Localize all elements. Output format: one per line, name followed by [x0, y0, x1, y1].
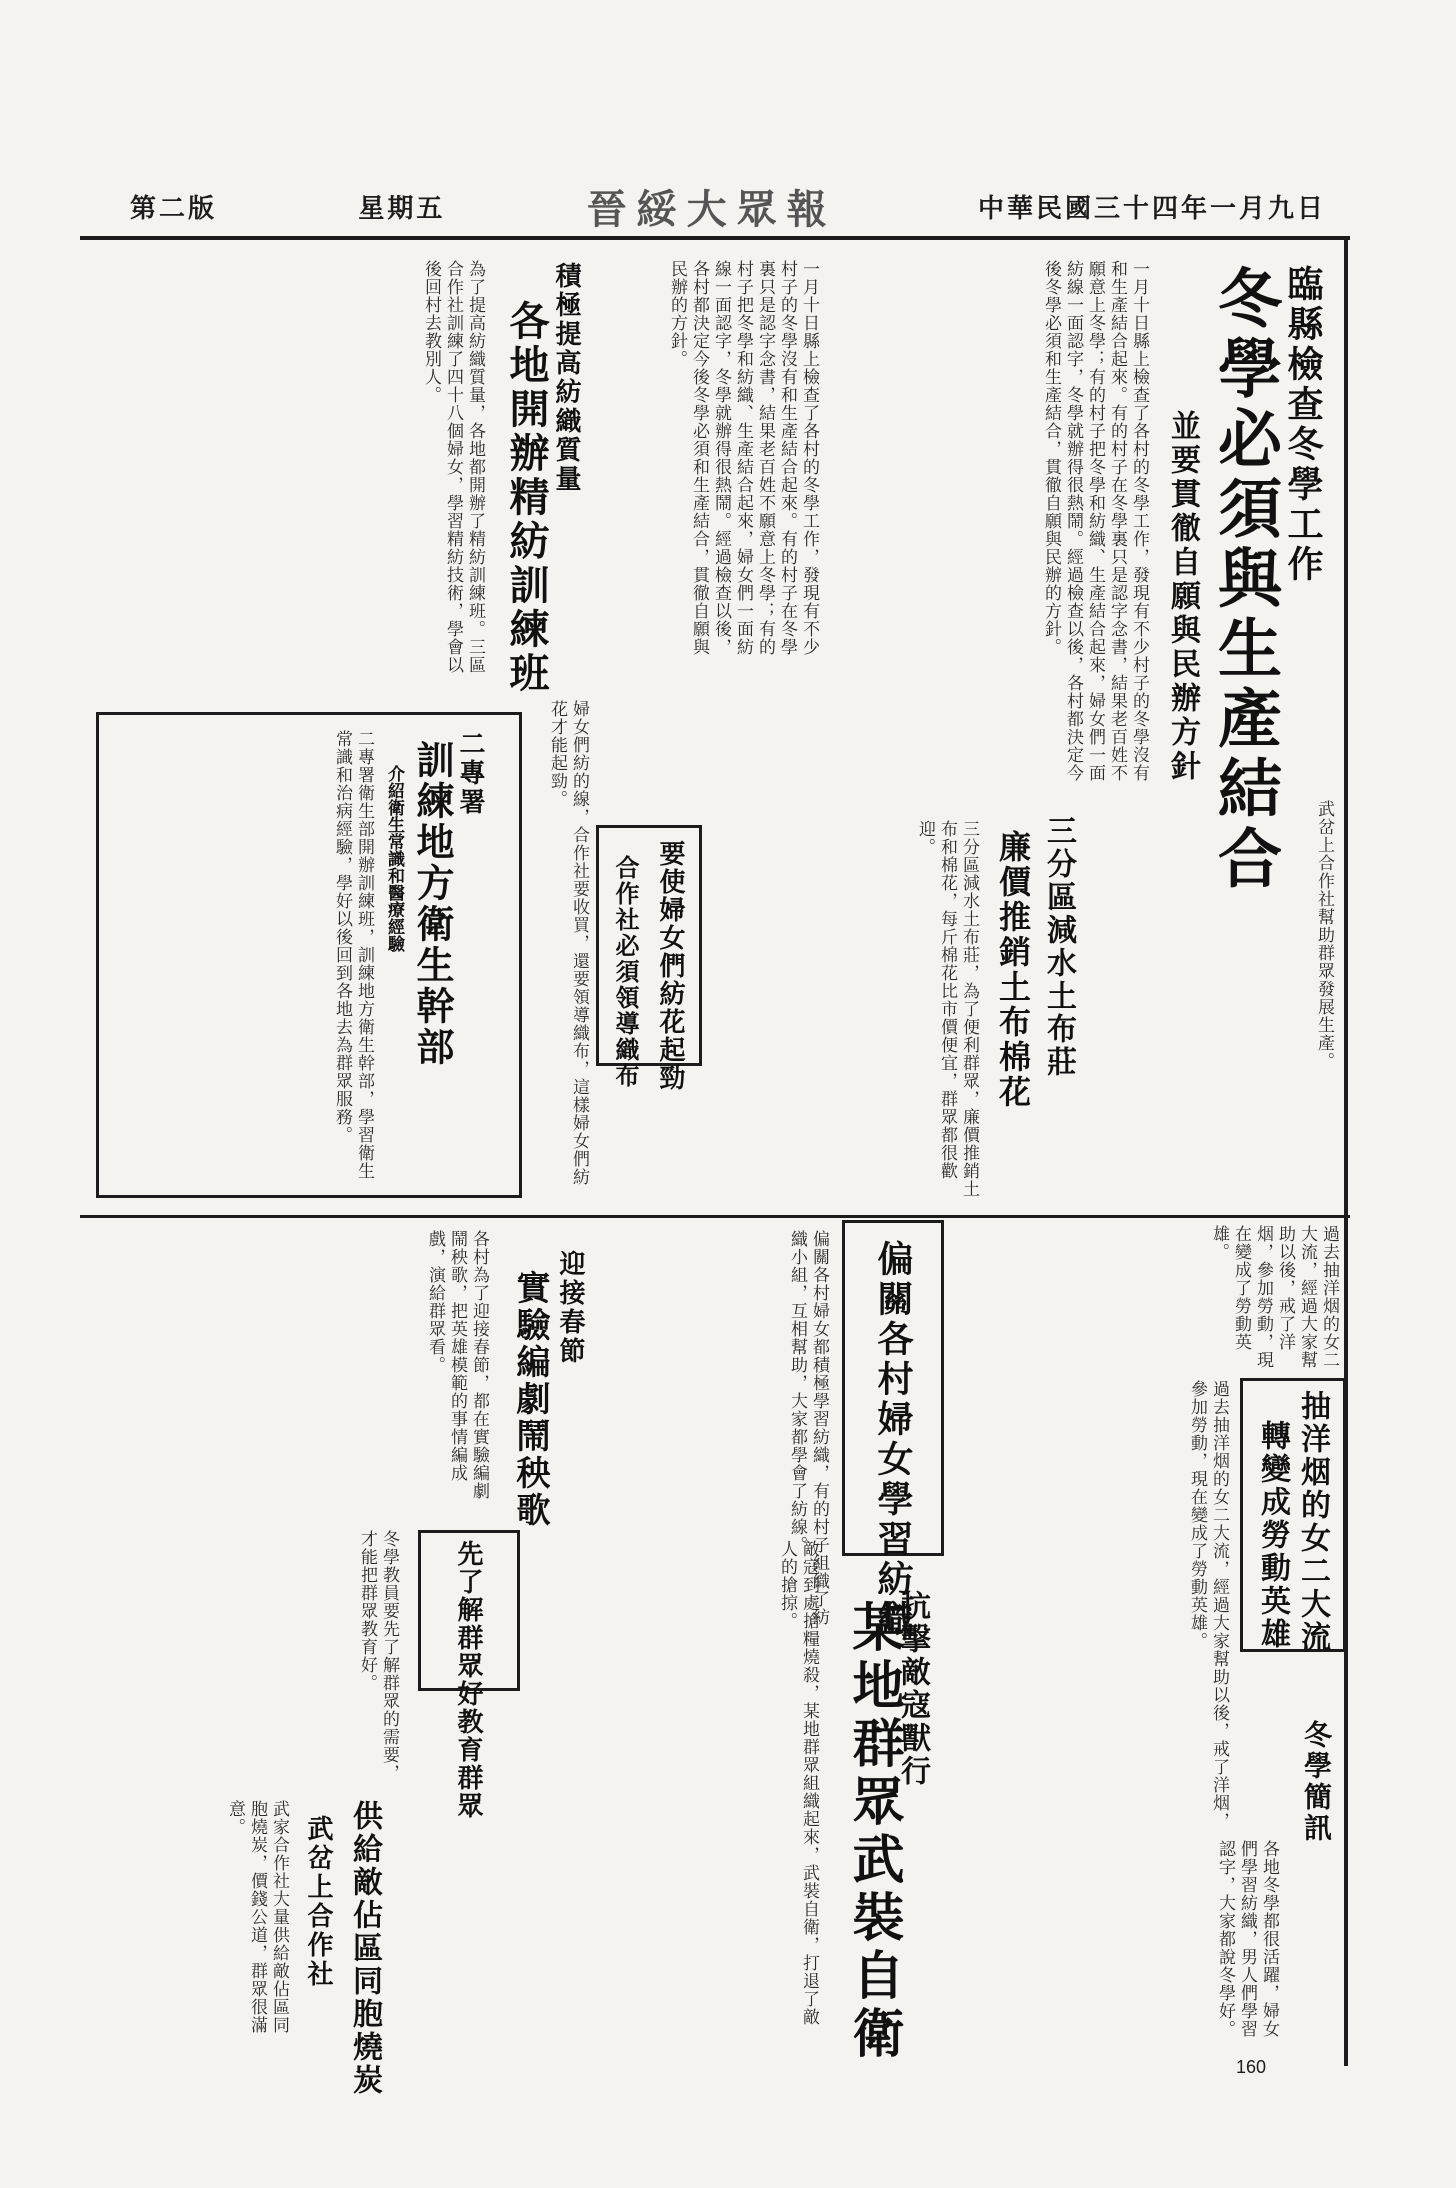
- newsbrief-body: 各地冬學都很活躍，婦女們學習紡織，男人們學習認字，大家都說冬學好。: [1215, 1840, 1279, 2038]
- opium-headline: 抽洋烟的女二大流: [1295, 1390, 1330, 1654]
- spring-headline: 實驗編劇鬧秧歌: [510, 1270, 550, 1529]
- top-rule: [80, 236, 1350, 240]
- resist-kicker: 抗擊敵寇獸行: [895, 1590, 930, 1788]
- health-subhead: 介紹衛生常識和醫療經驗: [384, 765, 404, 952]
- spring-body: 各村為了迎接春節，都在實驗編劇鬧秧歌，把英雄模範的事情編成戲，演給群眾看。: [425, 1230, 489, 1500]
- spinning-headline: 各地開辦精紡訓練班: [503, 300, 550, 696]
- coop-headline: 武岔上合作社: [303, 1815, 333, 1989]
- resist-headline: 某地群眾武裝自衛: [843, 1600, 904, 2064]
- women-coop-body: 婦女們紡的線，合作社要收買，還要領導織布，這樣婦女們紡花才能起勁。: [547, 700, 589, 1186]
- village-body: 偏關各村婦女都積極學習紡織，有的村子組織了紡織小組，互相幫助，大家都學會了紡線。: [787, 1230, 829, 1626]
- supply-body-top: 武岔上合作社幫助群眾發展生產。: [1314, 800, 1334, 1070]
- main-kicker: 臨縣檢查冬學工作: [1282, 265, 1324, 585]
- newsbrief-headline: 冬學簡訊: [1300, 1720, 1333, 1844]
- right-border: [1344, 236, 1348, 2066]
- women-coop-headline: 要使婦女們紡花起勁: [655, 840, 685, 1092]
- paper-name: 晉綏大眾報: [586, 185, 837, 233]
- opium-body-top: 過去抽洋烟的女二大流，經過大家幫助以後，戒了洋烟，參加勞動，現在變成了勞動英雄。: [1209, 1225, 1339, 1369]
- page-number: 160: [1235, 2057, 1266, 2077]
- spinning-kicker: 積極提高紡織質量: [551, 262, 581, 494]
- masthead: [130, 178, 1326, 234]
- edition-label: 第二版: [130, 193, 218, 224]
- spring-kicker: 迎接春節: [555, 1250, 585, 1366]
- cloth-subhead: 廉價推銷土布棉花: [994, 830, 1032, 1110]
- supply-body: 武家合作社大量供給敵佔區同胞燒炭，價錢公道，群眾很滿意。: [225, 1800, 289, 2034]
- health-kicker: 二專署: [455, 730, 485, 817]
- main-body-continued: 一月十日縣上檢查了各村的冬學工作，發現有不少村子的冬學沒有和生產結合起來。有的村子在冬學裏只是認字念書，結果老百姓不願意上冬學；有的村子把冬學和紡織、生產結合起來，婦女們一面紡線一面認字，冬學就辦得很熱鬧。經過檢查以後，各村都決定今後冬學必須和生產結合，貫徹自願與民辦的方針。: [667, 260, 819, 656]
- spinning-body: 為了提高紡織質量，各地都開辦了精紡訓練班。三區合作社訓練了四十八個婦女，學習精紡技術，學會以後回村去教別人。: [421, 260, 485, 674]
- opium-subhead: 轉變成勞動英雄: [1255, 1420, 1290, 1651]
- main-headline: 冬學必須與生產結合: [1207, 265, 1282, 895]
- opium-body: 過去抽洋烟的女二大流，經過大家幫助以後，戒了洋烟，參加勞動，現在變成了勞動英雄。: [1187, 1380, 1229, 1830]
- supply-headline: 供給敵佔區同胞燒炭: [347, 1800, 382, 2097]
- teach-body: 冬學教員要先了解群眾的需要，才能把群眾教育好。: [357, 1530, 399, 1782]
- mid-rule: [80, 1215, 1350, 1218]
- cloth-body: 三分區減水土布莊，為了便利群眾，廉價推銷土布和棉花，每斤棉花比市價便宜，群眾都很歡迎。: [915, 820, 979, 1198]
- women-coop-subhead: 合作社必須領導織布: [611, 855, 640, 1089]
- main-subhead: 並要貫徹自願與民辦方針: [1165, 410, 1200, 784]
- health-body: 二專署衛生部開辦訓練班，訓練地方衛生幹部，學習衛生常識和治病經驗，學好以後回到各地去為群眾服務。: [332, 730, 374, 1180]
- health-headline: 訓練地方衛生幹部: [410, 740, 455, 1068]
- village-headline: 偏關各村婦女學習紡織: [872, 1240, 914, 1640]
- main-body: 一月十日縣上檢查了各村的冬學工作，發現有不少村子的冬學沒有和生產結合起來。有的村子在冬學裏只是認字念書，結果老百姓不願意上冬學；有的村子把冬學和紡織、生產結合起來，婦女們一面紡線一面認字，冬學就辦得很熱鬧。經過檢查以後，各村都決定今後冬學必須和生產結合，貫徹自願與民辦的方針。: [1041, 260, 1149, 782]
- date-label: 中華民國三十四年一月九日: [977, 193, 1326, 224]
- cloth-headline: 三分區減水土布莊: [1041, 815, 1076, 1079]
- teach-headline: 先了解群眾好教育群眾: [453, 1540, 483, 1820]
- resist-body: 敵寇到處搶糧燒殺，某地群眾組織起來，武裝自衛，打退了敵人的搶掠。: [777, 1540, 819, 2026]
- weekday-label: 星期五: [358, 193, 446, 224]
